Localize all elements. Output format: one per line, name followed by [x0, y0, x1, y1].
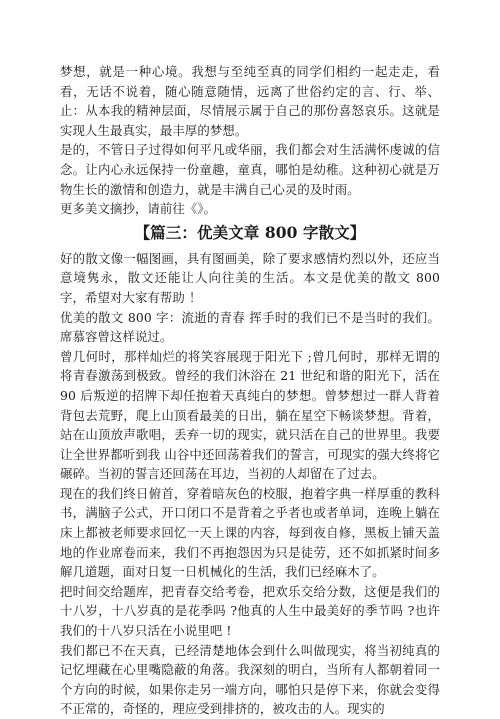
paragraph: 曾几何时，那样灿烂的将笑容展现于阳光下 ;曾几何时，那样无谓的将青春激荡到极致。曾经的我们沐浴在 21 世纪和谐的阳光下，活在 90 后叛逆的招牌下却任抱着天真纯白的梦想。曾梦想过一群人背着背包去荒野，爬上山顶看最美的日出，躺在星空下畅谈梦想。背着，站在山顶放声歌唱，丢弃一切的现实，就只活在自己的世界里。我要让全世界都听到我 山谷中还回荡着我们的誓言，可现实的强大终将它碾碎。当初的誓言还回荡在耳边，当初的人却留在了过去。 [60, 348, 440, 482]
section-heading: 【篇三：优美文章 800 字散文】 [134, 222, 366, 242]
paragraph: 更多美文摘抄，请前往《》。 [60, 201, 217, 217]
paragraph: 把时间交给题库，把青春交给考卷，把欢乐交给分数，这便是我们的十八岁，十八岁真的是花季吗 ?他真的人生中最美好的季节吗 ?也许我们的十八岁只活在小说里吧 ! [60, 583, 440, 639]
paragraph: 优美的散文 800 字：流逝的青春 挥手时的我们已不是当时的我们。席慕容曾这样说过。 [60, 309, 440, 345]
paragraph: 现在的我们终日俯首，穿着暗灰色的校服，抱着字典一样厚重的教科书，满脑子公式，开口闭口不是背着之乎者也或者单词，连晚上躺在床上都被老师要求回忆一天上课的内容，每到夜自修，黑板上铺天盖地的作业席卷而来，我们不再抱怨因为只是徒劳，还不如抓紧时间多解几道题，面对日复一日机械化的生活，我们已经麻木了。 [60, 485, 440, 580]
paragraph: 好的散文像一幅图画，具有图画美，除了要求感情灼烈以外，还应当意境隽永，散文还能让人向往美的生活。本文是优美的散文 800 字，希望对大家有帮助 ！ [60, 250, 440, 305]
document-body [60, 62, 440, 719]
paragraph: 是的，不管日子过得如何平凡或华丽，我们都会对生活满怀虔诚的信念。让内心永远保持一份童趣，童真，哪怕是幼稚。这种初心就是万物生长的激情和创造力，就是丰满自己心灵的及时雨。 [60, 142, 440, 197]
paragraph: 我们都已不在天真，已经清楚地体会到什么叫做现实，将当初纯真的记忆埋藏在心里嘴隐蔽的角落。我深刻的明白，当所有人都朝着同一个方向的时候，如果你走另一端方向，哪怕只是停下来，你就会变得不正常的，奇怪的，理应受到排挤的，被攻击的人。现实的 [60, 642, 440, 717]
paragraph: 梦想，就是一种心境。我想与至纯至真的同学们相约一起走走，看看，无话不说着，随心随意随情，远离了世俗约定的言、行、举、止：从本我的精神层面，尽情展示属于自己的那份喜怒哀乐。这就是实现人生最真实，最丰厚的梦想。 [60, 64, 440, 138]
